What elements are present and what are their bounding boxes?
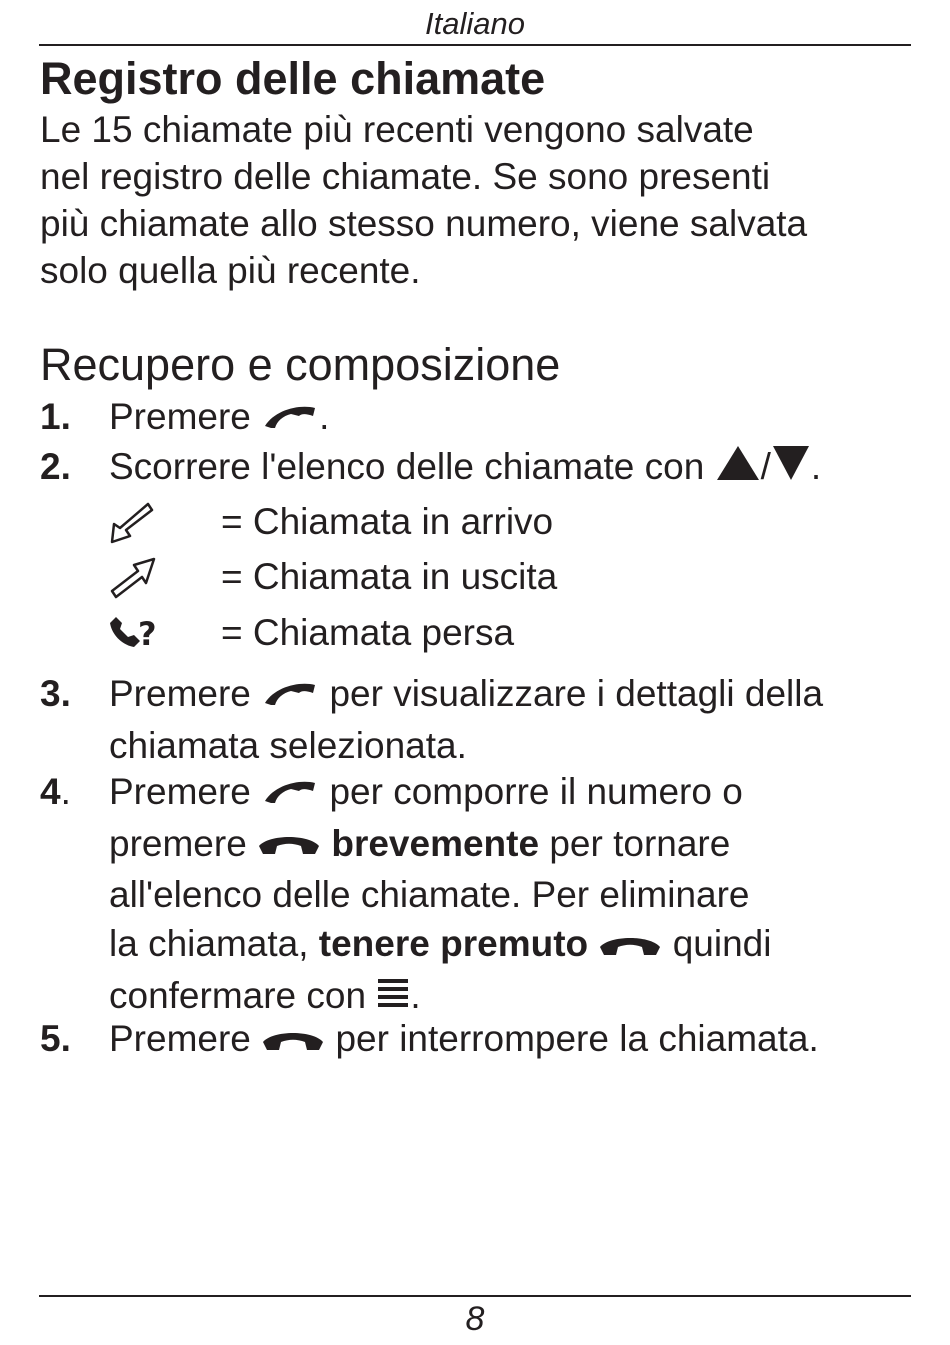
step-text-part: quindi (672, 923, 772, 965)
step-text-bold: tenere premuto (318, 923, 589, 965)
intro-line: solo quella più recente. (40, 250, 421, 291)
incoming-call-arrow-icon (108, 500, 154, 559)
legend-text: = Chiamata in arrivo (221, 501, 554, 542)
step-punct: . (410, 975, 421, 1017)
step-text-part: Scorrere l'elenco delle chiamate con (109, 446, 705, 487)
step-number-dot: . (60, 771, 71, 812)
end-call-handset-icon (598, 922, 662, 971)
step-text (109, 767, 929, 1023)
step-text (109, 442, 929, 494)
footer-divider (39, 1295, 911, 1297)
legend-text: = Chiamata in uscita (221, 556, 558, 597)
step-line (109, 669, 929, 721)
section-title-call-log: Registro delle chiamate (40, 53, 546, 104)
step-punct: . (810, 446, 822, 487)
step-text-part: per interrompere la chiamata. (335, 1018, 819, 1059)
page-number: 8 (465, 1300, 485, 1338)
arrow-up-icon (715, 444, 761, 494)
step-text-part: Premere (109, 396, 251, 437)
step-text-part: per visualizzare i dettagli della (329, 673, 824, 714)
intro-line: più chiamate allo stesso numero, viene salvata (40, 203, 808, 244)
header-language: Italiano (425, 6, 525, 41)
intro-paragraph (40, 106, 920, 294)
legend-text: = Chiamata persa (221, 612, 515, 653)
step-text-part: Premere (109, 1018, 251, 1059)
step-number: 5. (40, 1018, 71, 1059)
step-4 (40, 767, 920, 1017)
outgoing-call-arrow-icon (108, 555, 158, 614)
step-number: 1. (40, 396, 71, 437)
step-line: all'elenco delle chiamate. Per eliminare (109, 874, 750, 916)
step-text (109, 392, 929, 444)
step-punct: . (319, 396, 330, 437)
step-line (109, 767, 929, 819)
legend-row-missed (108, 608, 808, 658)
step-text-bold: brevemente (331, 822, 540, 864)
step-number: 2. (40, 446, 71, 487)
step-text-part: premere (109, 822, 247, 864)
step-text-part: per comporre il numero o (329, 771, 743, 812)
step-2 (40, 442, 920, 491)
step-text (109, 669, 929, 770)
arrow-down-icon (771, 444, 811, 494)
legend-row-outgoing (108, 552, 808, 602)
call-handset-icon (261, 395, 319, 444)
legend-row-incoming (108, 497, 808, 547)
step-text-part: confermare con (109, 975, 367, 1017)
step-text-part: per tornare (549, 822, 731, 864)
call-handset-icon (261, 672, 319, 721)
step-line: chiamata selezionata. (109, 724, 467, 766)
missed-call-icon (108, 611, 158, 666)
step-text-part: la chiamata, (109, 923, 309, 965)
section-title-retrieve-dial: Recupero e composizione (40, 339, 561, 390)
intro-line: nel registro delle chiamate. Se sono presenti (40, 156, 771, 197)
step-line (109, 919, 929, 971)
step-text (109, 1014, 929, 1066)
step-line (109, 819, 929, 871)
step-text-part: Premere (109, 771, 251, 812)
end-call-handset-icon (261, 1017, 325, 1066)
svg-text:?: ? (138, 615, 157, 653)
header-divider (39, 44, 911, 46)
end-call-handset-icon (257, 821, 321, 870)
step-5 (40, 1014, 920, 1063)
step-3 (40, 669, 920, 767)
call-handset-icon (261, 770, 319, 819)
step-separator: / (760, 446, 771, 487)
step-number-digit: 4 (40, 771, 61, 812)
step-number (40, 767, 71, 816)
step-1 (40, 392, 920, 441)
step-text-part: Premere (109, 673, 251, 714)
intro-line: Le 15 chiamate più recenti vengono salvate (40, 109, 754, 150)
step-number: 3. (40, 673, 71, 714)
